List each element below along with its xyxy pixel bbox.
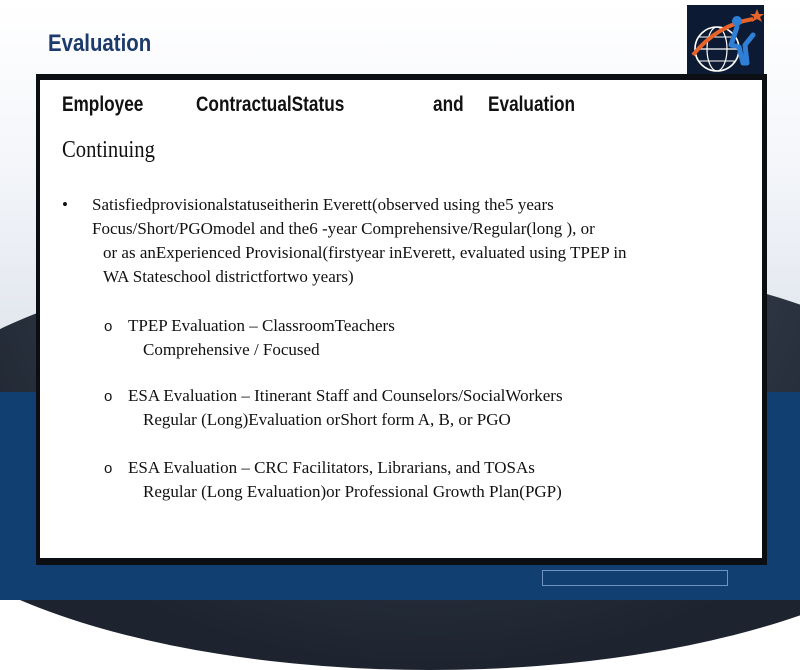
header-word-contractual-status: ContractualStatus bbox=[196, 93, 345, 116]
sub-item-3-line-2: Regular (Long Evaluation)or Professional Growth Plan(PGP) bbox=[143, 482, 562, 501]
footer-placeholder-box bbox=[542, 570, 728, 586]
sub-item-2-line-2: Regular (Long)Evaluation orShort form A, B, or PGO bbox=[143, 410, 511, 429]
bullet-line-1: Satisfiedprovisionalstatuseitherin Everett(observed using the5 years bbox=[92, 195, 554, 214]
slide-title: Evaluation bbox=[48, 30, 152, 57]
globe-person-icon bbox=[687, 5, 764, 77]
sub-bullet-icon: o bbox=[104, 460, 113, 477]
content-panel bbox=[40, 80, 762, 558]
bullet-line-3: or as anExperienced Provisional(firstyear inEverett, evaluated using TPEP in bbox=[103, 243, 627, 262]
bullet-line-4: WA Stateschool districtfortwo years) bbox=[103, 267, 354, 286]
bullet-icon: • bbox=[62, 195, 68, 214]
subheading: Continuing bbox=[62, 137, 155, 163]
sub-item-2-line-1: ESA Evaluation – Itinerant Staff and Counselors/SocialWorkers bbox=[128, 386, 563, 405]
bullet-line-2: Focus/Short/PGOmodel and the6 -year Comprehensive/Regular(long ), or bbox=[92, 219, 595, 238]
sub-item-3-line-1: ESA Evaluation – CRC Facilitators, Librarians, and TOSAs bbox=[128, 458, 535, 477]
sub-item-1-line-1: TPEP Evaluation – ClassroomTeachers bbox=[128, 316, 395, 335]
sub-item-1-line-2: Comprehensive / Focused bbox=[143, 340, 320, 359]
header-word-and: and bbox=[433, 93, 464, 116]
sub-bullet-icon: o bbox=[104, 318, 113, 335]
header-word-evaluation: Evaluation bbox=[488, 93, 576, 116]
header-word-employee: Employee bbox=[62, 93, 144, 116]
sub-bullet-icon: o bbox=[104, 388, 113, 405]
